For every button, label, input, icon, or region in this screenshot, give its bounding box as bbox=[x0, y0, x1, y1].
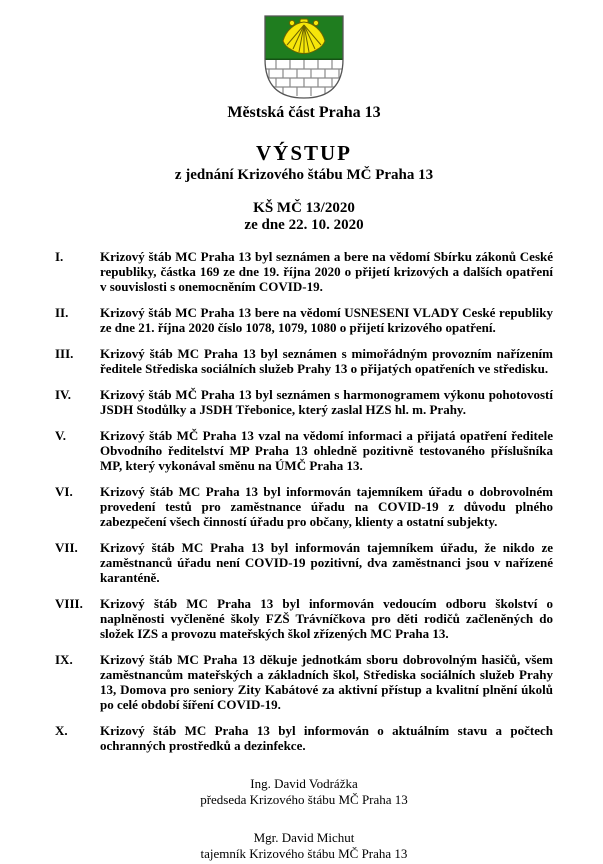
item-text: Krizový štáb MČ Praha 13 byl seznámen s harmonogramem výkonu pohotovostí JSDH Stodůlky a JSDH Třebonice, který zaslal HZS hl. m. Prahy. bbox=[100, 387, 553, 417]
roman-numeral: IX. bbox=[55, 652, 73, 667]
signature-name: Mgr. David Michut bbox=[253, 830, 355, 845]
list-item-7 bbox=[55, 540, 553, 585]
item-text: Krizový štáb MC Praha 13 byl informován tajemníkem úřadu, že nikdo ze zaměstnanců úřadu není COVID-19 pozitivní, dva zaměstnanci jsou v nařízené karanténě. bbox=[100, 540, 553, 585]
document-title: VÝSTUP bbox=[255, 141, 352, 165]
item-text: Krizový štáb MC Praha 13 byl seznámen s mimořádným provozním nařízením ředitele Střediska sociálních služeb Prahy 13 o přijatých opatřeních ve středisku. bbox=[100, 346, 553, 376]
signature-role: předseda Krizového štábu MČ Praha 13 bbox=[200, 792, 408, 807]
list-item-5 bbox=[55, 428, 553, 473]
list-item-1 bbox=[55, 249, 553, 294]
roman-numeral: VII. bbox=[55, 540, 78, 555]
list-item-10 bbox=[55, 723, 553, 753]
municipality-name: Městská část Praha 13 bbox=[227, 104, 381, 121]
list-item-2 bbox=[55, 305, 553, 335]
roman-numeral: VI. bbox=[55, 484, 73, 499]
item-text: Krizový štáb MČ Praha 13 vzal na vědomí informaci a přijatá opatření ředitele Obvodního ředitelství MP Praha 13 ohledně pozitivně testovaného příslušníka MP, který vykonával směnu na ÚMČ Praha 13. bbox=[100, 428, 553, 473]
document-subtitle: z jednání Krizového štábu MČ Praha 13 bbox=[174, 167, 434, 183]
list-item-8 bbox=[55, 596, 553, 641]
item-text: Krizový štáb MC Praha 13 bere na vědomí USNESENI VLADY Ceské republiky ze dne 21. října 2020 číslo 1078, 1079, 1080 o přijetí krizového opatření. bbox=[100, 305, 553, 335]
roman-numeral: VIII. bbox=[55, 596, 83, 611]
roman-numeral: IV. bbox=[55, 387, 72, 402]
item-text: Krizový štáb MC Praha 13 byl informován o aktuálním stavu a počtech ochranných prostředků a dezinfekce. bbox=[100, 723, 553, 753]
signature-name: Ing. David Vodrážka bbox=[250, 776, 358, 791]
roman-numeral: III. bbox=[55, 346, 74, 361]
scallop-shell-icon bbox=[283, 19, 325, 54]
roman-numeral: X. bbox=[55, 723, 68, 738]
praha13-shield-icon bbox=[262, 13, 346, 101]
roman-numeral: V. bbox=[55, 428, 66, 443]
signature-block-chairman bbox=[55, 776, 553, 808]
document-date: ze dne 22. 10. 2020 bbox=[244, 217, 364, 233]
signature-section bbox=[55, 776, 553, 862]
list-item-3 bbox=[55, 346, 553, 376]
signature-block-secretary bbox=[55, 830, 553, 862]
roman-numeral: II. bbox=[55, 305, 69, 320]
document-number: KŠ MČ 13/2020 bbox=[253, 200, 355, 216]
list-item-6 bbox=[55, 484, 553, 529]
signature-role: tajemník Krizového štábu MČ Praha 13 bbox=[200, 846, 408, 861]
roman-numeral: I. bbox=[55, 249, 64, 264]
item-text: Krizový štáb MC Praha 13 děkuje jednotkám sboru dobrovolným hasičů, všem zaměstnancům mateřských a základních škol, Střediska sociálních služeb Prahy 13, Domova pro seniory Zity Kabátové za aktivní přístup a kvalitní plnění úkolů po celé období šíření COVID-19. bbox=[100, 652, 553, 712]
list-item-9 bbox=[55, 652, 553, 712]
resolution-list bbox=[55, 249, 553, 753]
item-text: Krizový štáb MC Praha 13 byl informován vedoucím odboru školství o naplněnosti vyčleněné školy FZŠ Trávníčkova pro děti rodičů začleněných do složek IZS a provozu mateřských škol zřízených MC Praha 13. bbox=[100, 596, 553, 641]
item-text: Krizový štáb MC Praha 13 byl informován tajemníkem úřadu o dobrovolném provedení testů pro zaměstnance úřadu na COVID-19 z důvodu plného zabezpečení všech činností úřadu pro občany, klienty a ostatní subjekty. bbox=[100, 484, 553, 529]
coat-of-arms-emblem bbox=[55, 13, 553, 101]
item-text: Krizový štáb MC Praha 13 byl seznámen a bere na vědomí Sbírku zákonů Ceské republiky, částka 169 ze dne 19. října 2020 o přijetí krizových a dalších opatření v souvislosti s onemocněním COVID-19. bbox=[100, 249, 553, 294]
list-item-4 bbox=[55, 387, 553, 417]
